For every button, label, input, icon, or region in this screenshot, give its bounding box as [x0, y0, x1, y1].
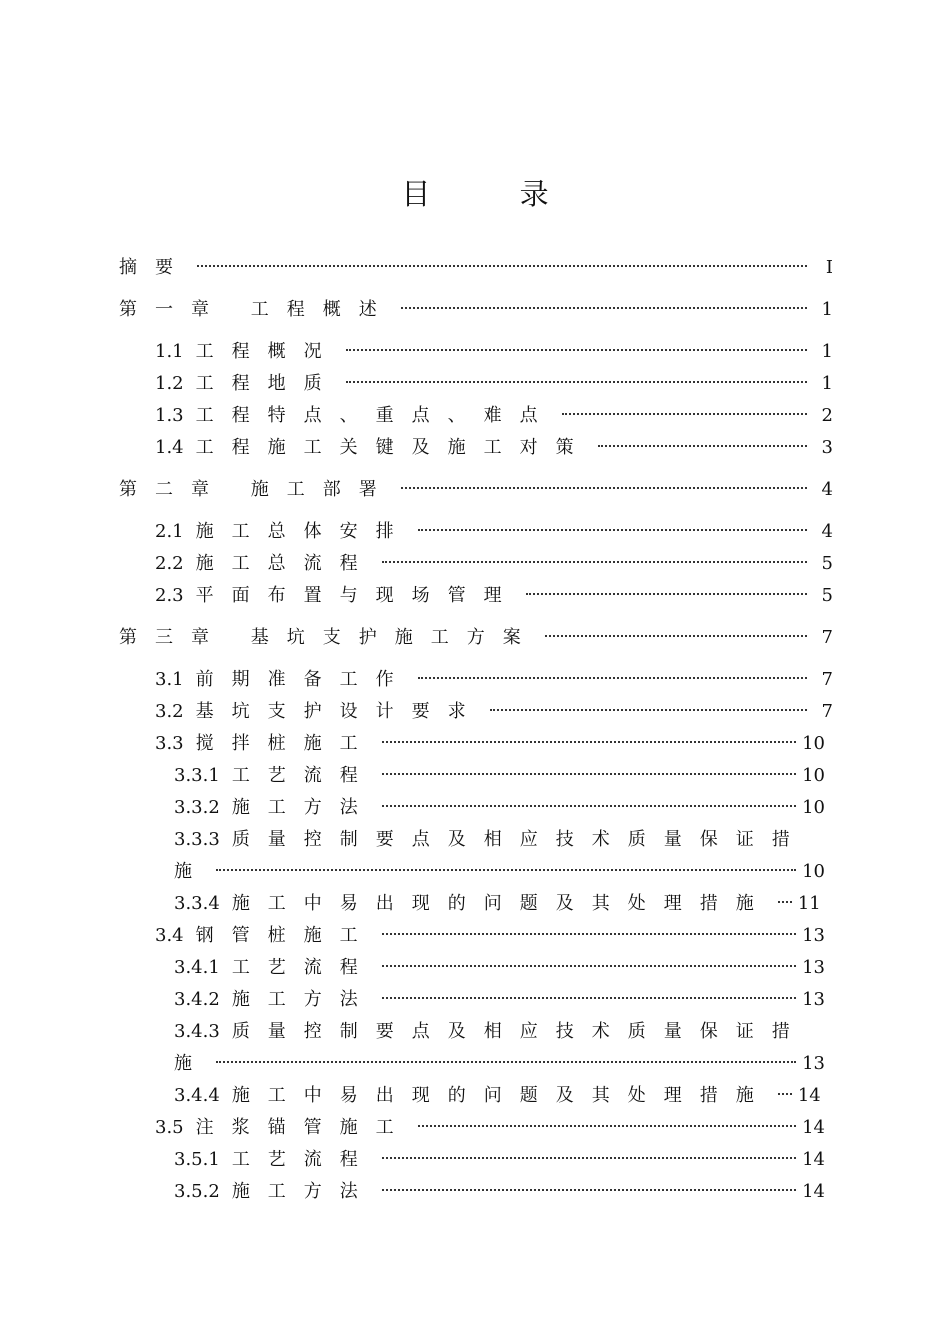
toc-entry[interactable]: [119, 664, 833, 696]
toc-entry-label: [155, 696, 484, 728]
toc-entry-page: 13: [802, 1053, 825, 1074]
toc-entry-number: 3.4.4: [174, 1085, 220, 1106]
toc-entry-label: [174, 952, 376, 984]
toc-entry-number: 1.3: [155, 405, 184, 426]
dot-leader: [346, 349, 807, 351]
toc-entry-page: 14: [797, 1085, 821, 1106]
toc-entry-label: [174, 824, 808, 856]
toc-entry-label: [174, 1016, 808, 1048]
dot-leader: [197, 265, 807, 267]
toc-entry-page: 7: [821, 627, 833, 648]
toc-entry-text: 平面布置与现场管理: [195, 585, 520, 606]
toc-entry[interactable]: [119, 474, 833, 506]
toc-entry-label: [119, 252, 191, 284]
toc-entry[interactable]: [119, 1112, 833, 1144]
toc-entry-text: 施工总流程: [195, 553, 376, 574]
dot-leader: [382, 933, 796, 935]
toc-entry-page: I: [825, 257, 833, 278]
dot-leader: [401, 487, 807, 489]
toc-entry-text: 施工中易出现的问题及其处理措施: [231, 1085, 772, 1106]
toc-entry-page: 14: [802, 1181, 825, 1202]
toc-entry-text: 质量控制要点及相应技术质量保证措: [231, 1021, 808, 1042]
toc-entry-page: 13: [802, 925, 825, 946]
dot-leader: [418, 677, 807, 679]
toc-entry-text-continued: 施: [174, 1053, 210, 1074]
toc-entry-continuation[interactable]: [119, 856, 833, 888]
toc-entry-label: [119, 474, 395, 506]
dot-leader: [382, 1157, 796, 1159]
toc-entry-page: 14: [802, 1117, 825, 1138]
toc-entry-number: 3.2: [155, 701, 184, 722]
toc-entry-text: 施工中易出现的问题及其处理措施: [231, 893, 772, 914]
toc-entry-number: 2.2: [155, 553, 184, 574]
toc-entry[interactable]: [119, 580, 833, 612]
toc-entry-label: [155, 1112, 412, 1144]
toc-entry-text: 施工方法: [231, 1181, 376, 1202]
toc-entry-text: 工艺流程: [231, 765, 376, 786]
toc-entry[interactable]: [119, 728, 833, 760]
toc-entry[interactable]: [119, 622, 833, 654]
toc-entry-text: 工艺流程: [231, 1149, 376, 1170]
toc-entry[interactable]: [119, 400, 833, 432]
toc-entry-text: 工程概况: [195, 341, 340, 362]
toc-entry[interactable]: [119, 294, 833, 326]
dot-leader: [216, 869, 796, 871]
toc-entry[interactable]: [119, 984, 833, 1016]
toc-entry-page: 13: [802, 957, 825, 978]
toc-entry[interactable]: [119, 432, 833, 464]
toc-entry-number: 3.3.1: [174, 765, 220, 786]
toc-entry-page: 1: [821, 373, 833, 394]
toc-entry-text: 摘要: [119, 257, 191, 278]
toc-entry[interactable]: [119, 792, 833, 824]
dot-leader: [418, 529, 807, 531]
dot-leader: [382, 965, 796, 967]
toc-entry[interactable]: [119, 824, 833, 856]
toc-entry-number: 3.1: [155, 669, 184, 690]
toc-entry-page: 4: [821, 521, 833, 542]
toc-entry-label: [119, 294, 395, 326]
toc-entry-page: 10: [802, 765, 825, 786]
toc-entry-text: 第一章 工程概述: [119, 299, 395, 320]
toc-entry-number: 2.1: [155, 521, 184, 542]
toc-entry-number: 1.4: [155, 437, 184, 458]
toc-entry[interactable]: [119, 696, 833, 728]
toc-entry-page: 10: [802, 733, 825, 754]
toc-entry-label: [155, 548, 376, 580]
toc-entry-label: [155, 728, 376, 760]
toc-entry-number: 3.5.2: [174, 1181, 220, 1202]
toc-entry-page: 5: [821, 553, 833, 574]
toc-entry-number: 1.2: [155, 373, 184, 394]
toc-entry[interactable]: [119, 368, 833, 400]
toc-entry-text: 工艺流程: [231, 957, 376, 978]
dot-leader: [562, 413, 807, 415]
toc-entry-number: 3.3.4: [174, 893, 220, 914]
toc-entry[interactable]: [119, 1144, 833, 1176]
toc-entry-number: 3.3: [155, 733, 184, 754]
toc-entry-number: 3.5: [155, 1117, 184, 1138]
dot-leader: [778, 901, 792, 903]
toc-entry-label: [174, 760, 376, 792]
toc-entry[interactable]: [119, 252, 833, 284]
toc-entry[interactable]: [119, 548, 833, 580]
toc-entry-page: 1: [821, 341, 833, 362]
toc-entry[interactable]: [119, 952, 833, 984]
toc-entry-label: [155, 432, 592, 464]
dot-leader: [418, 1125, 796, 1127]
dot-leader: [401, 307, 807, 309]
dot-leader: [382, 741, 796, 743]
toc-entry-text: 搅拌桩施工: [195, 733, 376, 754]
toc-entry-page: 2: [821, 405, 833, 426]
toc-entry-label: [174, 1144, 376, 1176]
toc-entry[interactable]: [119, 888, 833, 920]
toc-entry-number: 3.3.2: [174, 797, 220, 818]
toc-entry-text: 前期准备工作: [195, 669, 412, 690]
dot-leader: [346, 381, 807, 383]
dot-leader: [545, 635, 807, 637]
toc-entry-text: 基坑支护设计要求: [195, 701, 484, 722]
toc-entry-page: 7: [821, 669, 833, 690]
dot-leader: [778, 1093, 792, 1095]
toc-entry-page: 14: [802, 1149, 825, 1170]
toc-entry-page: 7: [821, 701, 833, 722]
toc-entry-label: [155, 516, 412, 548]
toc-entry-text: 工程地质: [195, 373, 340, 394]
dot-leader: [526, 593, 807, 595]
toc-entry-label: [174, 792, 376, 824]
toc-entry-number: 2.3: [155, 585, 184, 606]
toc-entry-label: [119, 622, 539, 654]
toc-entry-label: [174, 888, 772, 920]
toc-entry-label: [174, 984, 376, 1016]
toc-entry-page: 11: [797, 893, 821, 914]
dot-leader: [382, 997, 796, 999]
toc-entry-text: 注浆锚管施工: [195, 1117, 412, 1138]
toc-entry-text: 施工方法: [231, 989, 376, 1010]
toc-entry-continuation[interactable]: [119, 1048, 833, 1080]
toc-entry-text: 工程施工关键及施工对策: [195, 437, 592, 458]
toc-entry-label: [174, 1176, 376, 1208]
toc-entry-label: [155, 400, 556, 432]
toc-entry-text: 施工方法: [231, 797, 376, 818]
toc-entry-page: 1: [821, 299, 833, 320]
toc-entry-number: 3.3.3: [174, 829, 220, 850]
toc-title: 目 录: [401, 177, 589, 211]
dot-leader: [598, 445, 807, 447]
toc-entry-text: 钢管桩施工: [195, 925, 376, 946]
dot-leader: [382, 805, 796, 807]
dot-leader: [490, 709, 807, 711]
toc-entry-number: 3.4.1: [174, 957, 220, 978]
toc-entry-page: 10: [802, 797, 825, 818]
toc-entry-page: 13: [802, 989, 825, 1010]
toc-entry[interactable]: [119, 920, 833, 952]
toc-entry-page: 10: [802, 861, 825, 882]
toc-entry[interactable]: [119, 760, 833, 792]
toc-entry-number: 3.4: [155, 925, 184, 946]
table-of-contents: [119, 252, 833, 1208]
toc-entry[interactable]: [119, 336, 833, 368]
toc-entry-label: [155, 664, 412, 696]
toc-entry-text: 工程特点、重点、难点: [195, 405, 556, 426]
toc-entry-page: 3: [821, 437, 833, 458]
toc-entry-text: 第二章 施工部署: [119, 479, 395, 500]
toc-entry-number: 1.1: [155, 341, 184, 362]
toc-entry-label: [155, 336, 340, 368]
toc-entry-text: 施工总体安排: [195, 521, 412, 542]
dot-leader: [382, 773, 796, 775]
dot-leader: [216, 1061, 796, 1063]
toc-entry-page: 4: [821, 479, 833, 500]
toc-entry-page: 5: [821, 585, 833, 606]
toc-entry-number: 3.5.1: [174, 1149, 220, 1170]
toc-entry-number: 3.4.2: [174, 989, 220, 1010]
toc-entry-text-continued: 施: [174, 861, 210, 882]
dot-leader: [382, 561, 807, 563]
toc-entry-label: [174, 1080, 772, 1112]
toc-entry-label: [155, 920, 376, 952]
toc-entry-text: 质量控制要点及相应技术质量保证措: [231, 829, 808, 850]
dot-leader: [382, 1189, 796, 1191]
toc-entry-label: [155, 368, 340, 400]
toc-entry[interactable]: [119, 1176, 833, 1208]
toc-entry-text: 第三章 基坑支护施工方案: [119, 627, 539, 648]
toc-entry-number: 3.4.3: [174, 1021, 220, 1042]
toc-entry[interactable]: [119, 516, 833, 548]
toc-entry[interactable]: [119, 1080, 833, 1112]
toc-entry-label: [155, 580, 520, 612]
toc-entry[interactable]: [119, 1016, 833, 1048]
